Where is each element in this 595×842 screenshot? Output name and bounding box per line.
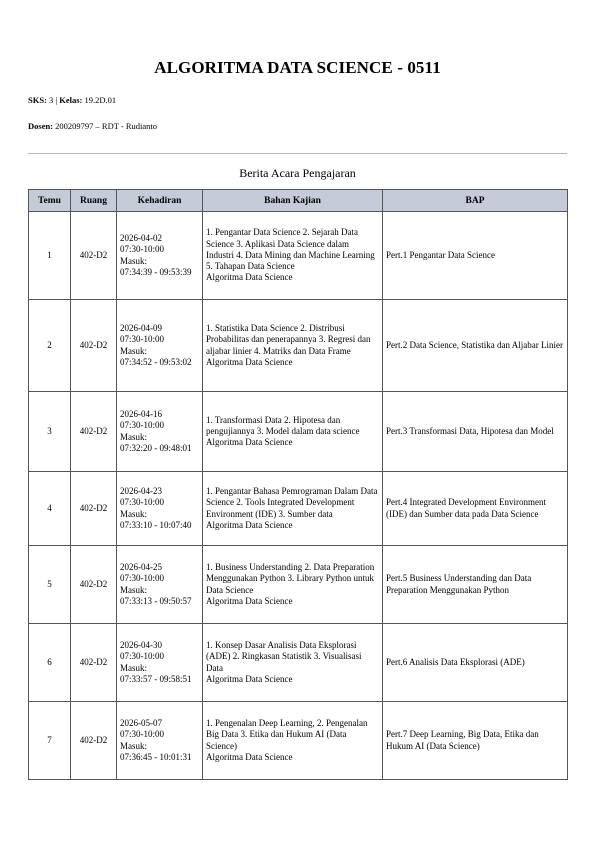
cell-bap: Pert.4 Integrated Development Environment (IDE) dan Sumber data pada Data Science	[383, 472, 568, 546]
cell-kehadiran	[117, 212, 203, 300]
cell-kehadiran	[117, 624, 203, 702]
attendance-masuk-label: Masuk:	[120, 662, 147, 673]
cell-bahan-kajian	[203, 300, 383, 392]
table-row	[29, 546, 568, 624]
cell-bahan-kajian	[203, 472, 383, 546]
cell-kehadiran	[117, 300, 203, 392]
cell-ruang: 402-D2	[71, 624, 117, 702]
kelas-value: 19.2D.01	[82, 95, 117, 105]
cell-bap: Pert.5 Business Understanding dan Data Preparation Menggunakan Python	[383, 546, 568, 624]
header-kehadiran: Kehadiran	[117, 190, 203, 212]
table-row	[29, 624, 568, 702]
table-row	[29, 702, 568, 780]
attendance-schedule: 07:30-10:00	[120, 244, 164, 255]
cell-temu: 6	[29, 624, 71, 702]
attendance-masuk-time: 07:33:13 - 09:50:57	[120, 595, 192, 606]
cell-bahan-kajian	[203, 212, 383, 300]
attendance-masuk-label: Masuk:	[120, 584, 147, 595]
section-title: Berita Acara Pengajaran	[239, 166, 356, 180]
attendance-date: 2026-04-23	[120, 486, 162, 497]
cell-ruang: 402-D2	[71, 702, 117, 780]
attendance-schedule: 07:30-10:00	[120, 651, 164, 662]
sks-label: SKS:	[28, 95, 47, 105]
course-name: Algoritma Data Science	[206, 437, 293, 448]
cell-temu: 4	[29, 472, 71, 546]
course-name: Algoritma Data Science	[206, 673, 293, 684]
table-row	[29, 212, 568, 300]
course-name: Algoritma Data Science	[206, 519, 293, 530]
course-name: Algoritma Data Science	[206, 595, 293, 606]
topics-text: 1. Statistika Data Science 2. Distribusi Probabilitas dan penerapannya 3. Regresi dan aljabar linier 4. Matriks dan Data Frame	[206, 323, 371, 356]
attendance-schedule: 07:30-10:00	[120, 573, 164, 584]
attendance-masuk-time: 07:34:39 - 09:53:39	[120, 266, 192, 277]
cell-kehadiran	[117, 546, 203, 624]
attendance-date: 2026-05-07	[120, 718, 162, 729]
header-temu: Temu	[29, 190, 71, 212]
attendance-masuk-time: 07:34:52 - 09:53:02	[120, 356, 192, 367]
header-ruang: Ruang	[71, 190, 117, 212]
cell-bahan-kajian	[203, 702, 383, 780]
header-bahan-kajian: Bahan Kajian	[203, 190, 383, 212]
lecturer-info	[28, 121, 157, 131]
course-info	[28, 95, 116, 105]
cell-ruang: 402-D2	[71, 212, 117, 300]
cell-ruang: 402-D2	[71, 472, 117, 546]
cell-ruang: 402-D2	[71, 546, 117, 624]
divider	[28, 153, 567, 154]
table-row	[29, 472, 568, 546]
attendance-masuk-label: Masuk:	[120, 740, 147, 751]
attendance-schedule: 07:30-10:00	[120, 729, 164, 740]
attendance-masuk-label: Masuk:	[120, 508, 147, 519]
attendance-date: 2026-04-02	[120, 233, 162, 244]
course-name: Algoritma Data Science	[206, 356, 293, 367]
cell-bahan-kajian	[203, 624, 383, 702]
dosen-label: Dosen:	[28, 121, 54, 131]
topics-text: 1. Pengantar Bahasa Pemrograman Dalam Data Science 2. Tools Integrated Development Environment (IDE) 3. Sumber data	[206, 486, 378, 519]
cell-bap: Pert.6 Analisis Data Eksplorasi (ADE)	[383, 624, 568, 702]
course-name: Algoritma Data Science	[206, 751, 293, 762]
cell-temu: 7	[29, 702, 71, 780]
topics-text: 1. Transformasi Data 2. Hipotesa dan pengujiannya 3. Model dalam data science	[206, 414, 360, 436]
bap-table	[28, 189, 568, 780]
attendance-date: 2026-04-16	[120, 409, 162, 420]
cell-bap: Pert.2 Data Science, Statistika dan Aljabar Linier	[383, 300, 568, 392]
table-row	[29, 300, 568, 392]
topics-text: 1. Business Understanding 2. Data Preparation Menggunakan Python 3. Library Python untuk Data Science	[206, 562, 375, 595]
cell-kehadiran	[117, 472, 203, 546]
attendance-masuk-label: Masuk:	[120, 431, 147, 442]
cell-temu: 1	[29, 212, 71, 300]
attendance-date: 2026-04-25	[120, 562, 162, 573]
cell-temu: 3	[29, 392, 71, 472]
attendance-masuk-time: 07:36:45 - 10:01:31	[120, 751, 192, 762]
cell-ruang: 402-D2	[71, 392, 117, 472]
table-header-row	[29, 190, 568, 212]
cell-kehadiran	[117, 702, 203, 780]
table-body	[29, 212, 568, 780]
table-row	[29, 392, 568, 472]
kelas-label: Kelas:	[59, 95, 83, 105]
topics-text: 1. Pengantar Data Science 2. Sejarah Data Science 3. Aplikasi Data Science dalam Industri 4. Data Mining dan Machine Learning 5. Tahapan Data Science	[206, 227, 375, 272]
cell-temu: 5	[29, 546, 71, 624]
attendance-schedule: 07:30-10:00	[120, 420, 164, 431]
attendance-schedule: 07:30-10:00	[120, 334, 164, 345]
cell-kehadiran	[117, 392, 203, 472]
attendance-masuk-time: 07:33:57 - 09:58:51	[120, 673, 192, 684]
topics-text: 1. Pengenalan Deep Learning, 2. Pengenalan Big Data 3. Etika dan Hukum AI (Data Science)	[206, 718, 368, 751]
attendance-date: 2026-04-09	[120, 323, 162, 334]
cell-bap: Pert.1 Pengantar Data Science	[383, 212, 568, 300]
attendance-masuk-label: Masuk:	[120, 255, 147, 266]
dosen-value: 200209797 – RDT - Rudianto	[53, 121, 157, 131]
sks-value: 3 |	[46, 95, 60, 105]
cell-bap: Pert.3 Transformasi Data, Hipotesa dan Model	[383, 392, 568, 472]
topics-text: 1. Konsep Dasar Analisis Data Eksplorasi (ADE) 2. Ringkasan Statistik 3. Visualisasi Data	[206, 640, 362, 673]
page-title: ALGORITMA DATA SCIENCE - 0511	[154, 58, 441, 77]
attendance-date: 2026-04-30	[120, 640, 162, 651]
course-name: Algoritma Data Science	[206, 272, 293, 283]
cell-bahan-kajian	[203, 392, 383, 472]
header-bap: BAP	[383, 190, 568, 212]
attendance-masuk-time: 07:33:10 - 10:07:40	[120, 519, 192, 530]
cell-bahan-kajian	[203, 546, 383, 624]
attendance-masuk-label: Masuk:	[120, 345, 147, 356]
cell-bap: Pert.7 Deep Learning, Big Data, Etika dan Hukum AI (Data Science)	[383, 702, 568, 780]
cell-ruang: 402-D2	[71, 300, 117, 392]
attendance-schedule: 07:30-10:00	[120, 497, 164, 508]
cell-temu: 2	[29, 300, 71, 392]
attendance-masuk-time: 07:32:20 - 09:48:01	[120, 442, 192, 453]
